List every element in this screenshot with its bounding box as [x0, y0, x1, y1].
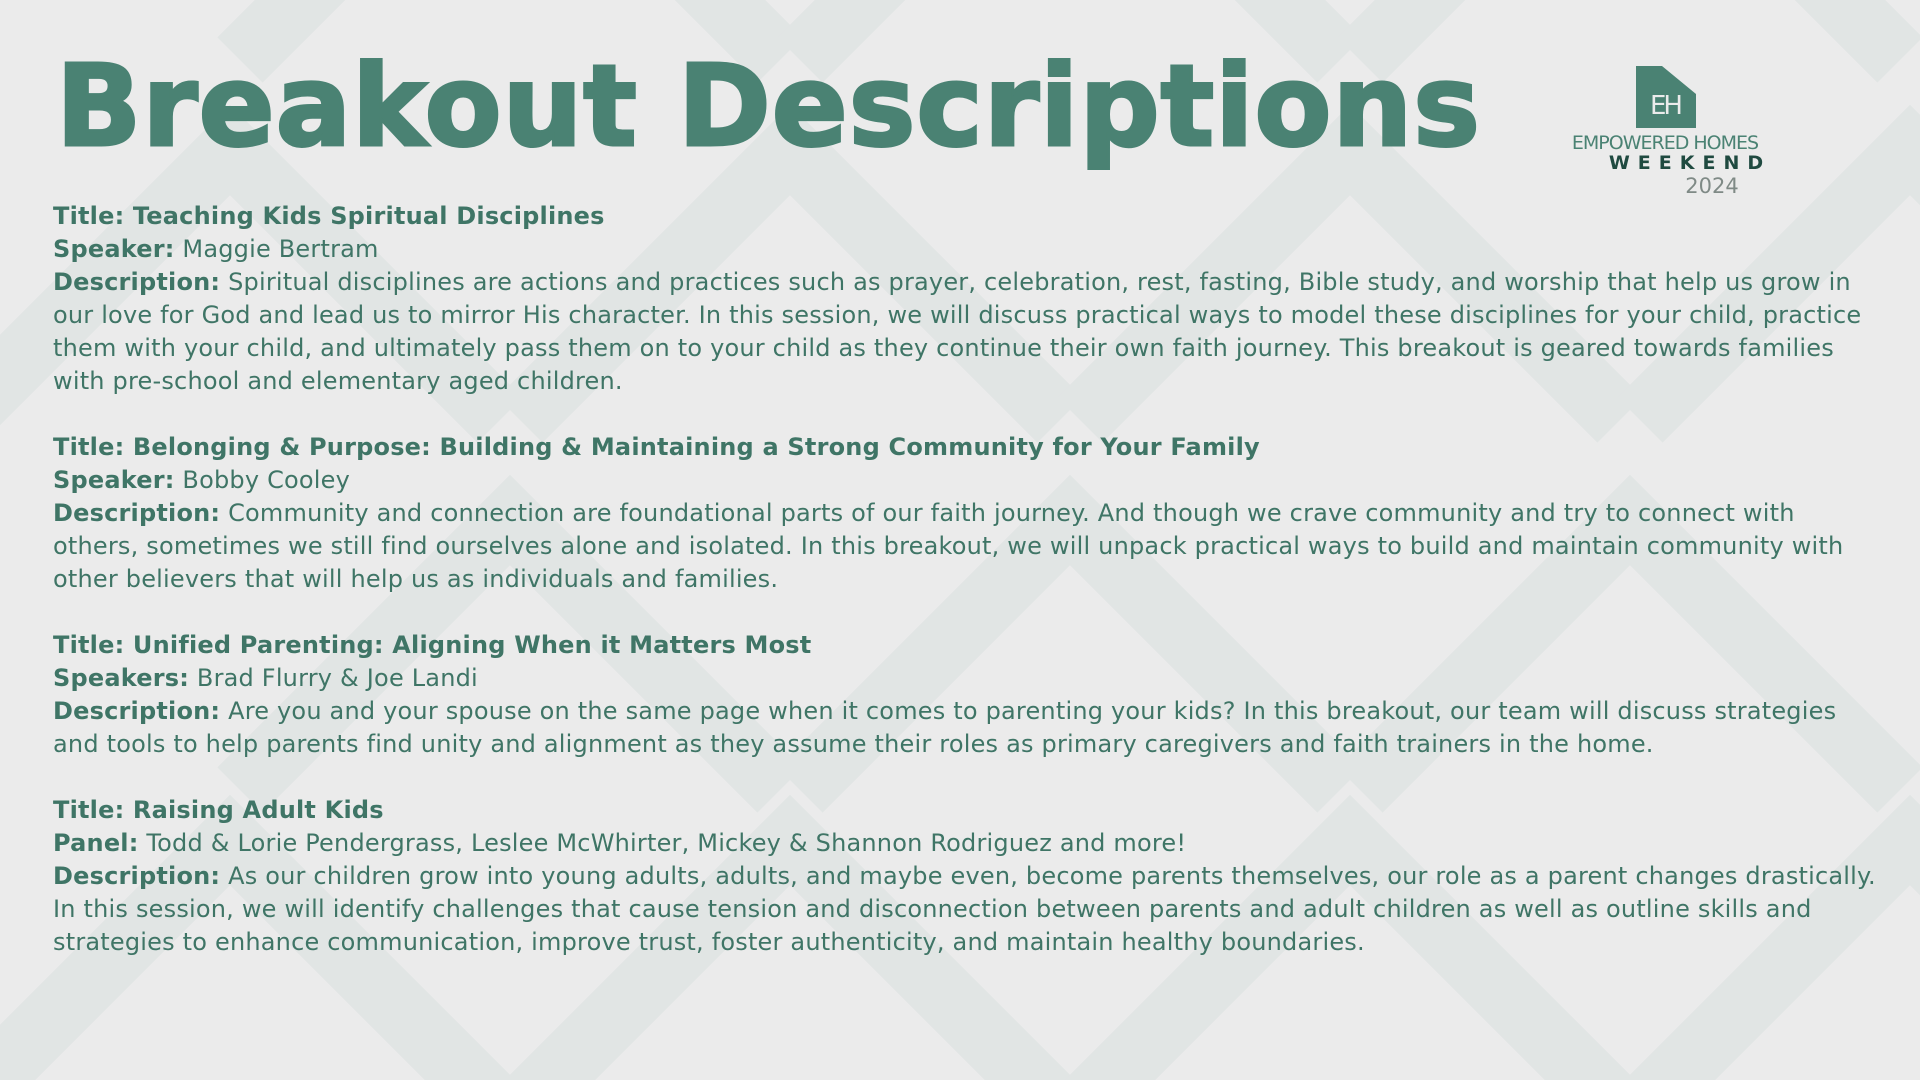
breakout-description	[53, 695, 1883, 761]
speaker-label: Speaker:	[53, 466, 175, 494]
house-logo-icon	[1632, 64, 1698, 130]
description-text: Community and connection are foundational parts of our faith journey. And though we crave community and try to connect with others, sometimes we still find ourselves alone and isolated. In this breakout, we will unpack practical ways to build and maintain community with other believers that will help us as individuals and families.	[53, 499, 1844, 593]
speaker-name: Maggie Bertram	[182, 235, 379, 263]
logo-line-2: WEEKEND	[1608, 152, 1772, 174]
description-text: As our children grow into young adults, adults, and maybe even, become parents themselves, our role as a parent changes drastically. In this session, we will identify challenges that cause tension and disconnection between parents and adult children as well as outline skills and strategies to enhance communication, improve trust, foster authenticity, and maintain healthy boundaries.	[53, 862, 1876, 956]
breakout-speaker-line	[53, 827, 1883, 860]
speaker-label: Speaker:	[53, 235, 175, 263]
breakout-list	[53, 200, 1883, 992]
empowered-homes-logo	[1550, 60, 1780, 205]
panel-label: Panel:	[53, 829, 139, 857]
breakout-speaker-line	[53, 662, 1883, 695]
description-label: Description:	[53, 862, 221, 890]
breakout-description	[53, 266, 1883, 398]
breakout-item	[53, 629, 1883, 761]
logo-monogram: EH	[1650, 91, 1680, 121]
breakout-description	[53, 497, 1883, 596]
description-label: Description:	[53, 499, 221, 527]
panel-names: Todd & Lorie Pendergrass, Leslee McWhirter, Mickey & Shannon Rodriguez and more!	[146, 829, 1187, 857]
logo-year: 2024	[1685, 174, 1739, 198]
breakout-title: Title: Teaching Kids Spiritual Disciplines	[53, 202, 605, 230]
breakout-speaker-line	[53, 464, 1883, 497]
page-title: Breakout Descriptions	[56, 42, 1481, 172]
description-text: Spiritual disciplines are actions and practices such as prayer, celebration, rest, fasting, Bible study, and worship that help us grow in our love for God and lead us to mirror His character. In this session, we will discuss practical ways to model these disciplines for your child, practice them with your child, and ultimately pass them on to your child as they continue their own faith journey. This breakout is geared towards families with pre-school and elementary aged children.	[53, 268, 1862, 395]
description-label: Description:	[53, 697, 221, 725]
breakout-description	[53, 860, 1883, 959]
breakout-item	[53, 794, 1883, 959]
breakout-speaker-line	[53, 233, 1883, 266]
description-label: Description:	[53, 268, 221, 296]
breakout-title: Title: Belonging & Purpose: Building & Maintaining a Strong Community for Your Family	[53, 433, 1260, 461]
speaker-label: Speakers:	[53, 664, 190, 692]
breakout-title: Title: Raising Adult Kids	[53, 796, 384, 824]
breakout-title: Title: Unified Parenting: Aligning When it Matters Most	[53, 631, 812, 659]
speaker-name: Brad Flurry & Joe Landi	[196, 664, 478, 692]
breakout-item	[53, 431, 1883, 596]
speaker-name: Bobby Cooley	[182, 466, 351, 494]
breakout-item	[53, 200, 1883, 398]
logo-line-1: EMPOWERED HOMES	[1571, 132, 1759, 154]
description-text: Are you and your spouse on the same page when it comes to parenting your kids? In this breakout, our team will discuss strategies and tools to help parents find unity and alignment as they assume their roles as primary caregivers and faith trainers in the home.	[53, 697, 1837, 758]
